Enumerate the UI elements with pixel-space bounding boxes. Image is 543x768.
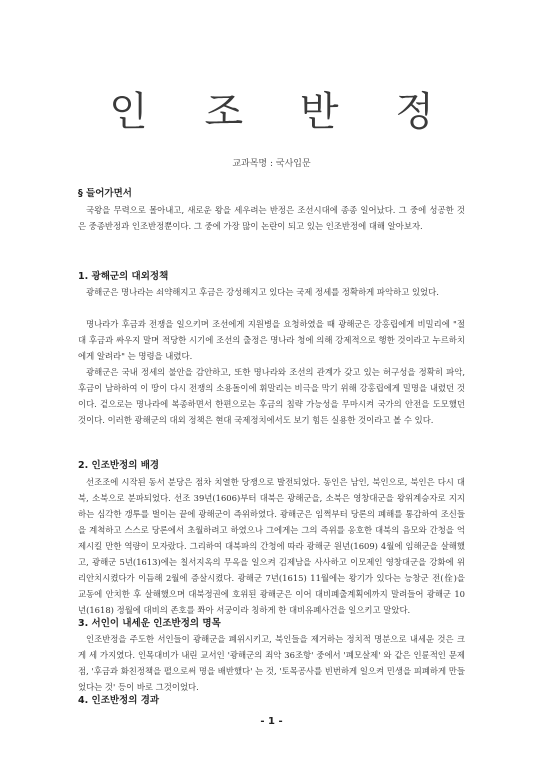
section-heading-1: 1. 광해군의 대외정책 [78,271,169,282]
paragraph: 광해군은 국내 정세의 불안을 감안하고, 또한 명나라와 조선의 관계가 갖고 있는 허구성을 정확히 파악, 후금이 남하하여 이 땅이 다시 전쟁의 소용돌이에 휘말리는 비극을 막기 위해 강홍립에게 밀명을 내렸던 것이다. 겉으로는 명나라에 복종하면서 한편으로는 후금의 침략 가능성을 무마시켜 국가의 안전을 도모했던 것이다. 이러한 광해군의 대외 정책은 현대 국제정치에서도 보기 힘든 실용한 것이라고 볼 수 있다. [78,367,465,425]
document-title: 인 조 반 정 [109,89,456,135]
section-heading-2: 2. 인조반정의 배경 [78,460,160,471]
paragraph: 선조조에 시작된 동서 분당은 점차 치열한 당쟁으로 발전되었다. 동인은 남인, 북인으로, 북인은 다시 대북, 소북으로 분파되었다. 선조 39년(1606)부터 대북은 광해군을, 소북은 영창대군을 왕위계승자로 지지하는 심각한 갱투를 벌이는 끝에 광해군이 즉위하였다. 광해군은 임쩍부터 당론의 폐해를 통감하여 조신들을 계척하고 스스로 당론에서 초월하려고 하였으나 그에게는 그의 즉위를 옹호한 대북의 음모와 간청을 억제시킬 만한 역량이 모자랐다. 그리하여 대북파의 간청에 따라 광해군 원년(1609) 4월에 임해군을 살해했고, 광해군 5년(1613)에는 칠서지옥의 무옥을 일으켜 김제남을 사사하고 이모제인 영창대군을 강화에 위리안치시켰다가 이듬해 2월에 증살시켰다. 광해군 7년(1615) 11월에는 왕기가 있다는 능창군 전(佺)을 교동에 안치한 후 살해했으며 대북정권에 호위된 광해군은 이어 대비폐출계획에까지 말려들어 광해군 10년(1618) 정월에 대비의 존호를 쫘아 서궁이라 칭하게 한 대비유폐사건을 일으키고 말았다. [78,477,465,615]
page-number: - 1 - [260,716,283,727]
paragraph: 인조반정을 주도한 서인들이 광해군을 폐위시키고, 북인들을 제거하는 정치적 명분으로 내세운 것은 크게 세 가지였다. 인목대비가 내린 교서인 '광해군의 죄악 36조항' 중에서 '폐모살제' 와 같은 인륜적인 문제점, '후금과 화친정책을 펼으로써 명을 배반했다' 는 것, '토목공사를 빈번하게 일으켜 민생을 피폐하게 만들었다는 것' 등이 바로 그것이었다. [78,634,465,692]
paragraph: 명나라가 후금과 전쟁을 일으키며 조선에게 지원병을 요청하였을 때 광해군은 강홍립에게 비밀리에 "절대 후금과 싸우지 말며 적당한 시기에 조선의 출정은 명나라 청에 의해 강제적으로 행한 것이라고 누르하치에게 알려라" 는 명령을 내렸다. [78,319,465,361]
paragraph: 국왕을 무력으로 몰아내고, 새로운 왕을 세우려는 반정은 조선시대에 종종 일어났다. 그 중에 성공한 것은 중종반정과 인조반정뿐이다. 그 중에 가장 많이 논란이 되고 있는 인조반정에 대해 알아보자. [78,205,465,231]
paragraph: 광해군은 명나라는 쇠약해지고 후금은 강성해지고 있다는 국제 정세를 정확하게 파악하고 있었다. [86,287,439,297]
section-heading-4: 4. 인조반정의 경과 [78,695,160,706]
section-heading-3: 3. 서인이 내세운 인조반정의 명목 [78,618,221,629]
subject-line: 교과목명 : 국사입문 [232,159,311,169]
section-heading-intro: § 들어가면서 [78,188,132,199]
